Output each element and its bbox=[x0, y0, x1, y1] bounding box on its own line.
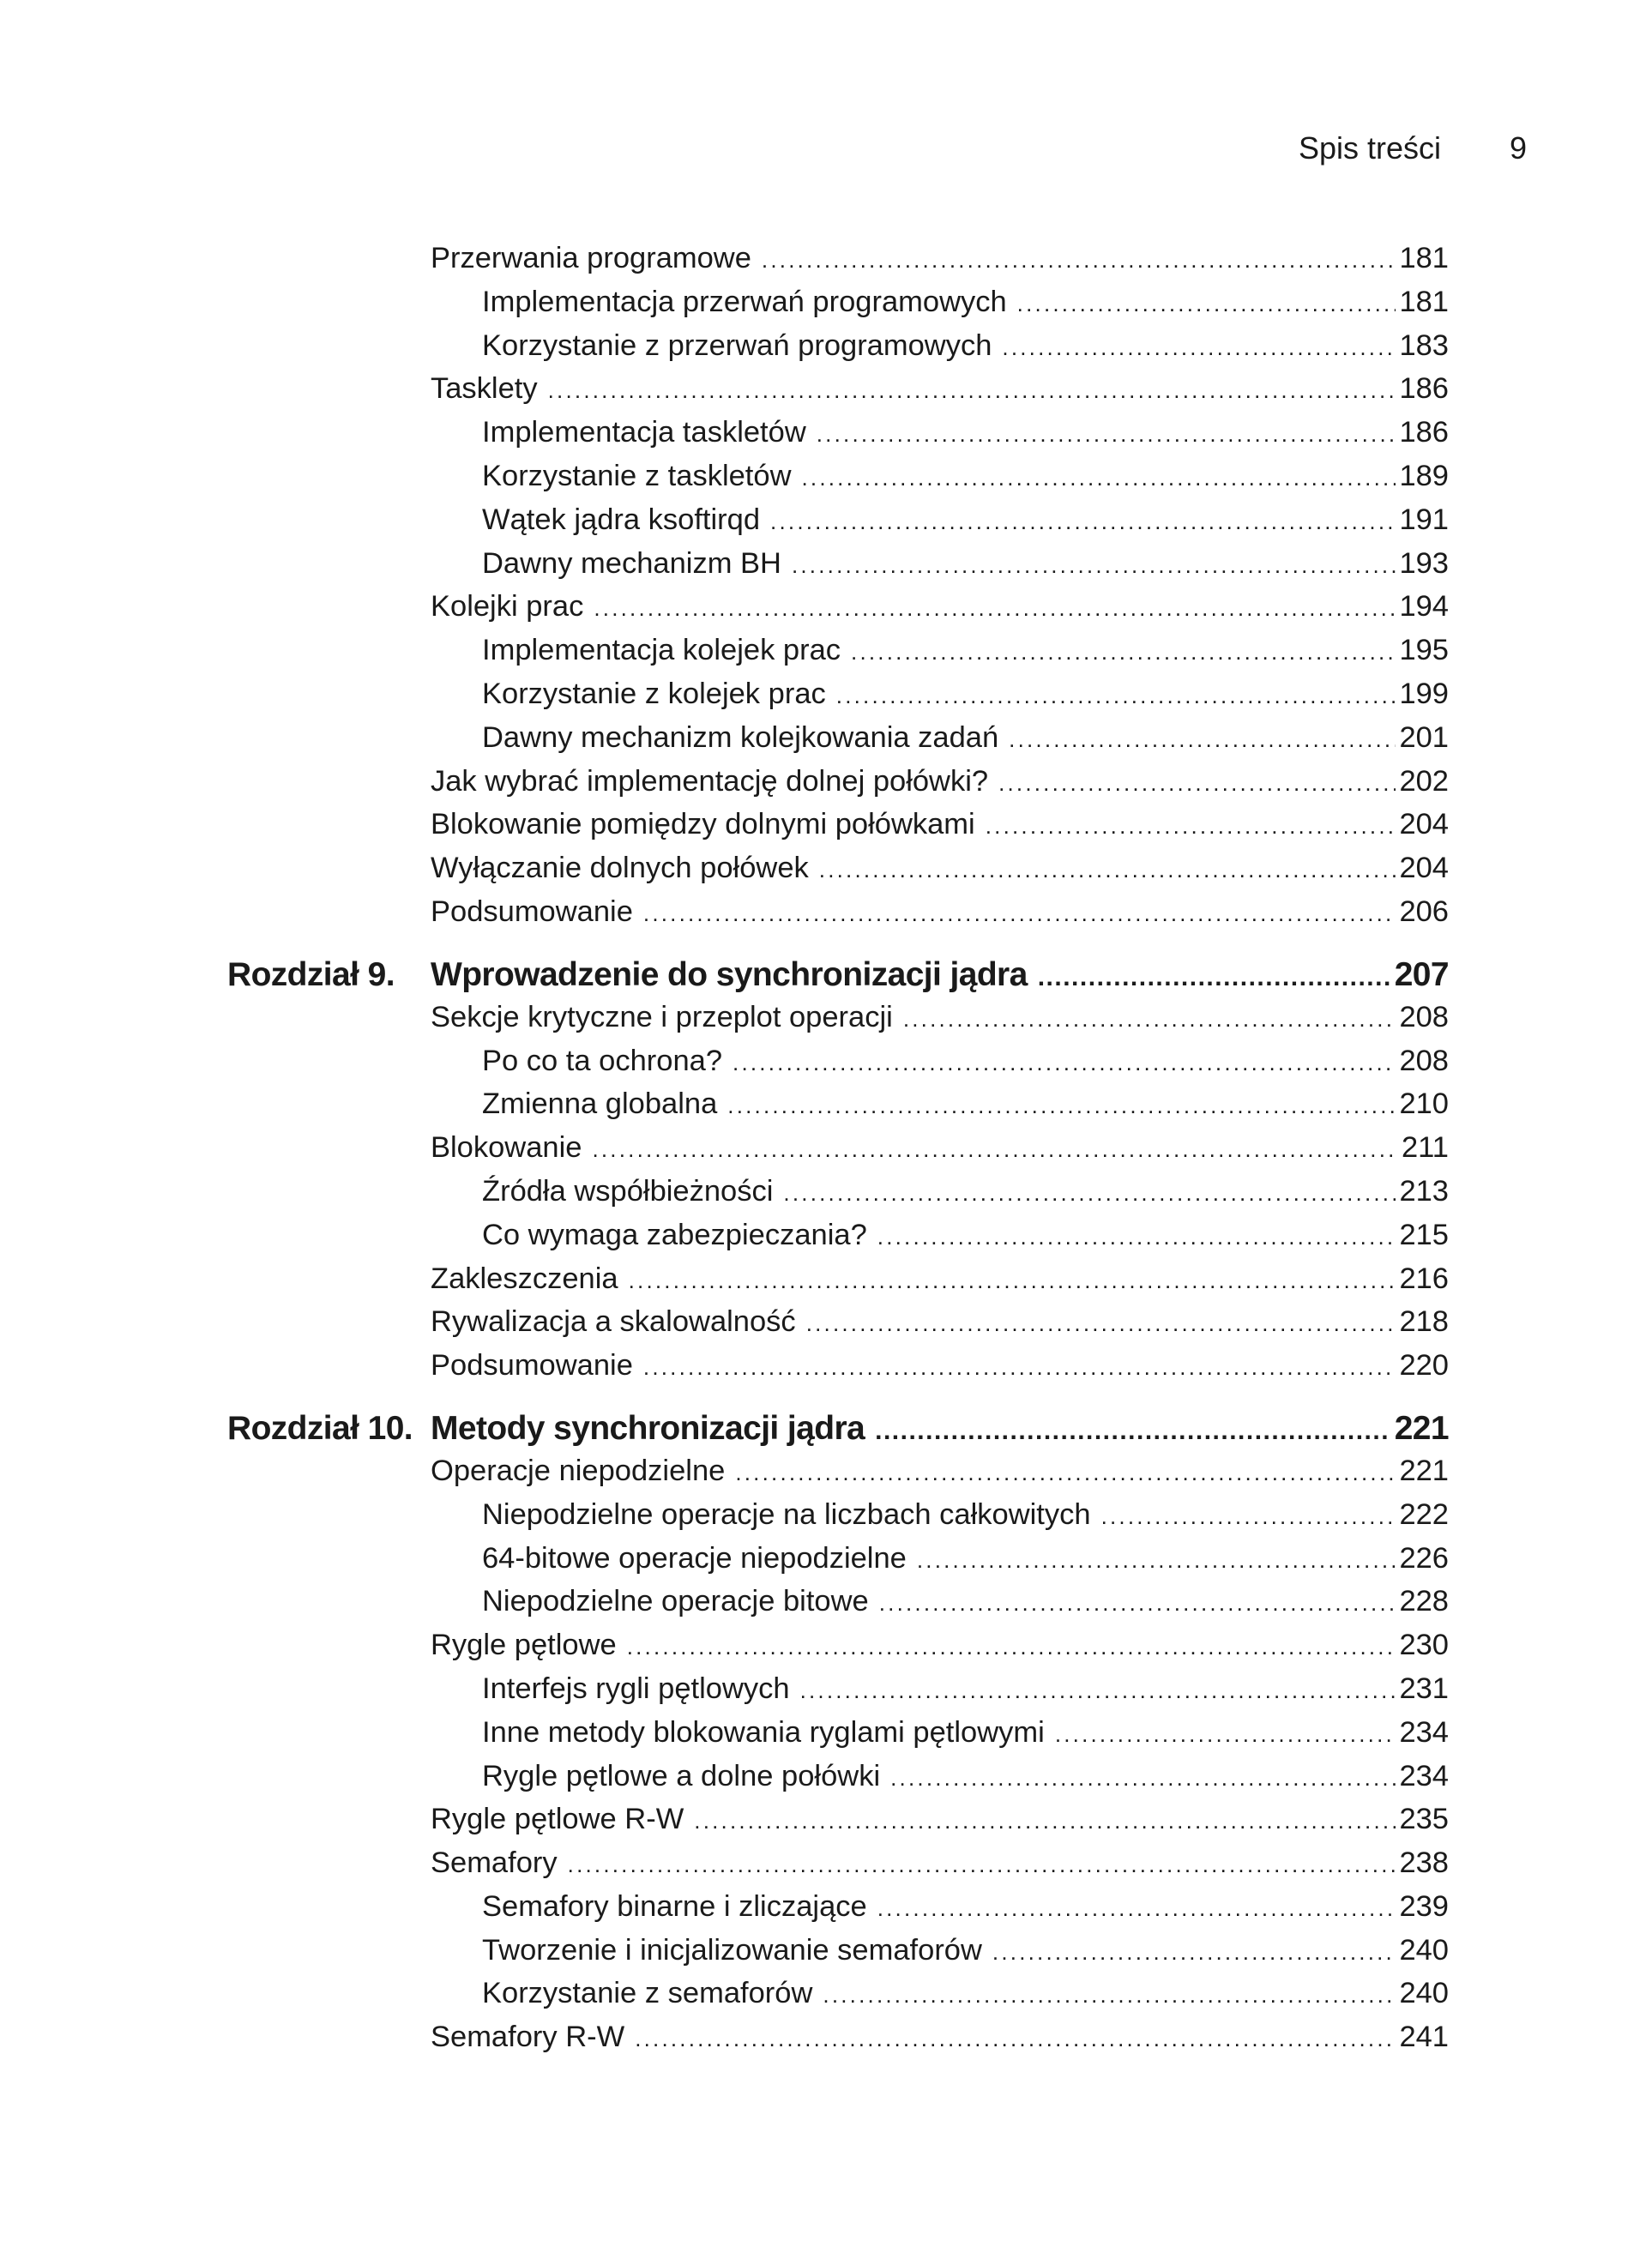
dot-leader bbox=[851, 639, 1396, 666]
chapter-number: Rozdział 9. bbox=[227, 955, 395, 993]
toc-entry bbox=[227, 1131, 1449, 1175]
entry-page-number: 235 bbox=[1399, 1803, 1449, 1836]
dot-leader bbox=[1038, 963, 1391, 992]
dot-leader bbox=[770, 509, 1396, 535]
entry-title: Po co ta ochrona? bbox=[482, 1044, 723, 1077]
entry-page-number: 222 bbox=[1399, 1497, 1449, 1531]
entry-title: Korzystanie z przerwań programowych bbox=[482, 328, 992, 362]
entry-title: Jak wybrać implementację dolnej połówki? bbox=[431, 764, 989, 798]
chapter-number: Rozdział 10. bbox=[227, 1409, 413, 1447]
toc-entry bbox=[227, 1175, 1449, 1219]
entry-page-number: 208 bbox=[1399, 1000, 1449, 1033]
toc-entry bbox=[227, 1498, 1449, 1542]
toc-entry bbox=[227, 1585, 1449, 1629]
entry-page-number: 218 bbox=[1399, 1305, 1449, 1339]
dot-leader bbox=[877, 1224, 1396, 1250]
dot-leader bbox=[879, 1590, 1396, 1617]
toc-entry bbox=[227, 1803, 1449, 1846]
toc-entry bbox=[227, 1846, 1449, 1890]
toc-entry bbox=[227, 1629, 1449, 1672]
dot-leader bbox=[1002, 334, 1396, 361]
entry-page-number: 204 bbox=[1399, 808, 1449, 841]
entry-page-number: 215 bbox=[1399, 1218, 1449, 1251]
toc-entry bbox=[227, 1349, 1449, 1393]
entry-title: 64-bitowe operacje niepodzielne bbox=[482, 1541, 907, 1575]
toc-entry bbox=[227, 1542, 1449, 1586]
toc-entry bbox=[227, 895, 1449, 939]
entry-page-number: 195 bbox=[1399, 634, 1449, 667]
entry-page-number: 181 bbox=[1399, 285, 1449, 318]
entry-page-number: 204 bbox=[1399, 852, 1449, 885]
entry-title: Zmienna globalna bbox=[482, 1087, 718, 1121]
dot-leader bbox=[890, 1765, 1396, 1792]
entry-page-number: 231 bbox=[1399, 1672, 1449, 1705]
entry-title: Korzystanie z taskletów bbox=[482, 459, 792, 492]
toc-entry bbox=[227, 1760, 1449, 1804]
entry-page-number: 186 bbox=[1399, 416, 1449, 449]
dot-leader bbox=[1055, 1721, 1396, 1748]
dot-leader bbox=[877, 1895, 1396, 1922]
running-head-title: Spis treści bbox=[1299, 130, 1442, 166]
dot-leader bbox=[823, 1982, 1396, 2009]
dot-leader bbox=[635, 2026, 1396, 2052]
entry-title: Semafory bbox=[431, 1846, 558, 1880]
entry-page-number: 241 bbox=[1399, 2021, 1449, 2054]
dot-leader bbox=[594, 595, 1396, 622]
toc-entry bbox=[227, 460, 1449, 503]
dot-leader bbox=[629, 1268, 1396, 1294]
entry-page-number: 220 bbox=[1399, 1349, 1449, 1383]
dot-leader bbox=[643, 1354, 1396, 1381]
entry-page-number: 239 bbox=[1399, 1889, 1449, 1923]
toc-entry bbox=[227, 808, 1449, 852]
toc-entry bbox=[227, 721, 1449, 765]
toc-entry bbox=[227, 1716, 1449, 1760]
entry-title: Semafory R-W bbox=[431, 2021, 625, 2054]
entry-page-number: 201 bbox=[1399, 720, 1449, 754]
toc-entry bbox=[227, 1045, 1449, 1088]
entry-page-number: 226 bbox=[1399, 1541, 1449, 1575]
dot-leader bbox=[568, 1852, 1396, 1878]
entry-title: Sekcje krytyczne i przeplot operacji bbox=[431, 1000, 893, 1033]
toc-entry bbox=[227, 678, 1449, 721]
entry-title: Tworzenie i inicjalizowanie semaforów bbox=[482, 1933, 982, 1967]
entry-title: Operacje niepodzielne bbox=[431, 1454, 726, 1487]
dot-leader bbox=[1017, 291, 1396, 317]
page-number: 9 bbox=[1510, 130, 1528, 166]
entry-page-number: 211 bbox=[1401, 1131, 1449, 1165]
toc-entry bbox=[227, 1890, 1449, 1934]
entry-title: Rygle pętlowe R-W bbox=[431, 1803, 684, 1836]
entry-page-number: 183 bbox=[1399, 328, 1449, 362]
entry-page-number: 208 bbox=[1399, 1044, 1449, 1077]
dot-leader bbox=[903, 1006, 1396, 1033]
dot-leader bbox=[998, 770, 1396, 797]
toc-entry bbox=[227, 1977, 1449, 2021]
entry-title: Przerwania programowe bbox=[431, 242, 751, 274]
entry-title: Metody synchronizacji jądra bbox=[431, 1409, 865, 1447]
dot-leader bbox=[806, 1310, 1396, 1337]
entry-page-number: 238 bbox=[1399, 1846, 1449, 1880]
entry-page-number: 199 bbox=[1399, 677, 1449, 710]
toc-entry bbox=[227, 416, 1449, 460]
toc-entry bbox=[227, 547, 1449, 591]
entry-title: Tasklety bbox=[431, 372, 538, 406]
toc-entry bbox=[227, 852, 1449, 895]
dot-leader bbox=[801, 465, 1396, 491]
dot-leader bbox=[694, 1808, 1396, 1834]
entry-title: Interfejs rygli pętlowych bbox=[482, 1672, 790, 1705]
toc-entry bbox=[227, 503, 1449, 547]
entry-title: Wprowadzenie do synchronizacji jądra bbox=[431, 955, 1028, 993]
entry-title: Inne metody blokowania ryglami pętlowymi bbox=[482, 1715, 1045, 1749]
entry-title: Podsumowanie bbox=[431, 895, 633, 928]
toc-chapter-entry bbox=[227, 1410, 1449, 1455]
dot-leader bbox=[727, 1093, 1396, 1119]
dot-leader bbox=[783, 1180, 1396, 1207]
entry-page-number: 234 bbox=[1399, 1715, 1449, 1749]
entry-title: Rygle pętlowe bbox=[431, 1629, 617, 1662]
toc-entry bbox=[227, 1672, 1449, 1716]
entry-page-number: 234 bbox=[1399, 1759, 1449, 1792]
entry-title: Implementacja taskletów bbox=[482, 416, 806, 449]
entry-title: Semafory binarne i zliczające bbox=[482, 1889, 867, 1923]
dot-leader bbox=[735, 1460, 1396, 1486]
toc-entry bbox=[227, 1934, 1449, 1978]
dot-leader bbox=[875, 1417, 1391, 1446]
entry-title: Implementacja przerwań programowych bbox=[482, 285, 1007, 318]
toc-entry bbox=[227, 590, 1449, 634]
entry-title: Korzystanie z semaforów bbox=[482, 1977, 813, 2010]
dot-leader bbox=[917, 1547, 1396, 1574]
toc-entry bbox=[227, 286, 1449, 329]
entry-title: Rygle pętlowe a dolne połówki bbox=[482, 1759, 881, 1792]
entry-page-number: 193 bbox=[1399, 546, 1449, 580]
toc-chapter-entry bbox=[227, 956, 1449, 1001]
dot-leader bbox=[1101, 1503, 1396, 1530]
toc-entry bbox=[227, 1262, 1449, 1306]
dot-leader bbox=[1009, 726, 1396, 753]
dot-leader bbox=[762, 247, 1396, 274]
dot-leader bbox=[986, 813, 1396, 840]
toc-entry bbox=[227, 1305, 1449, 1349]
dot-leader bbox=[800, 1678, 1396, 1704]
entry-title: Co wymaga zabezpieczania? bbox=[482, 1218, 867, 1251]
entry-page-number: 189 bbox=[1399, 459, 1449, 492]
entry-title: Źródła współbieżności bbox=[482, 1174, 774, 1208]
entry-page-number: 194 bbox=[1399, 590, 1449, 623]
entry-title: Dawny mechanizm BH bbox=[482, 546, 781, 580]
dot-leader bbox=[627, 1634, 1396, 1660]
dot-leader bbox=[643, 901, 1396, 927]
entry-page-number: 202 bbox=[1399, 764, 1449, 798]
dot-leader bbox=[792, 552, 1396, 579]
dot-leader bbox=[836, 683, 1396, 709]
toc-entry bbox=[227, 765, 1449, 809]
dot-leader bbox=[733, 1050, 1396, 1076]
toc-entry bbox=[227, 634, 1449, 678]
dot-leader bbox=[548, 377, 1396, 404]
toc-entry bbox=[227, 1001, 1449, 1045]
entry-page-number: 207 bbox=[1394, 955, 1449, 993]
entry-title: Dawny mechanizm kolejkowania zadań bbox=[482, 720, 999, 754]
entry-title: Korzystanie z kolejek prac bbox=[482, 677, 826, 710]
entry-page-number: 181 bbox=[1399, 242, 1449, 274]
toc-entry bbox=[227, 1455, 1449, 1498]
toc-entry bbox=[227, 1219, 1449, 1262]
entry-page-number: 186 bbox=[1399, 372, 1449, 406]
entry-title: Niepodzielne operacje bitowe bbox=[482, 1585, 869, 1618]
entry-page-number: 221 bbox=[1394, 1409, 1449, 1447]
entry-page-number: 210 bbox=[1399, 1087, 1449, 1121]
entry-page-number: 240 bbox=[1399, 1933, 1449, 1967]
entry-title: Zakleszczenia bbox=[431, 1262, 618, 1295]
dot-leader bbox=[819, 857, 1396, 883]
entry-page-number: 240 bbox=[1399, 1977, 1449, 2010]
entry-page-number: 206 bbox=[1399, 895, 1449, 928]
entry-title: Implementacja kolejek prac bbox=[482, 634, 841, 667]
toc-entry bbox=[227, 242, 1449, 286]
toc-entry bbox=[227, 1087, 1449, 1131]
toc-entry bbox=[227, 2021, 1449, 2064]
entry-page-number: 191 bbox=[1399, 503, 1449, 536]
entry-title: Blokowanie pomiędzy dolnymi połówkami bbox=[431, 808, 975, 841]
toc-entry bbox=[227, 329, 1449, 373]
dot-leader bbox=[992, 1939, 1396, 1966]
entry-page-number: 228 bbox=[1399, 1585, 1449, 1618]
entry-title: Wyłączanie dolnych połówek bbox=[431, 852, 809, 885]
toc-entry bbox=[227, 372, 1449, 416]
entry-title: Niepodzielne operacje na liczbach całkowitych bbox=[482, 1497, 1091, 1531]
table-of-contents bbox=[227, 242, 1449, 2064]
entry-page-number: 221 bbox=[1399, 1454, 1449, 1487]
dot-leader bbox=[817, 421, 1396, 448]
entry-title: Wątek jądra ksoftirqd bbox=[482, 503, 761, 536]
entry-title: Kolejki prac bbox=[431, 590, 584, 623]
entry-page-number: 216 bbox=[1399, 1262, 1449, 1295]
entry-title: Blokowanie bbox=[431, 1131, 582, 1165]
entry-page-number: 213 bbox=[1399, 1174, 1449, 1208]
dot-leader bbox=[592, 1136, 1398, 1163]
entry-title: Podsumowanie bbox=[431, 1349, 633, 1383]
entry-page-number: 230 bbox=[1399, 1629, 1449, 1662]
entry-title: Rywalizacja a skalowalność bbox=[431, 1305, 796, 1339]
